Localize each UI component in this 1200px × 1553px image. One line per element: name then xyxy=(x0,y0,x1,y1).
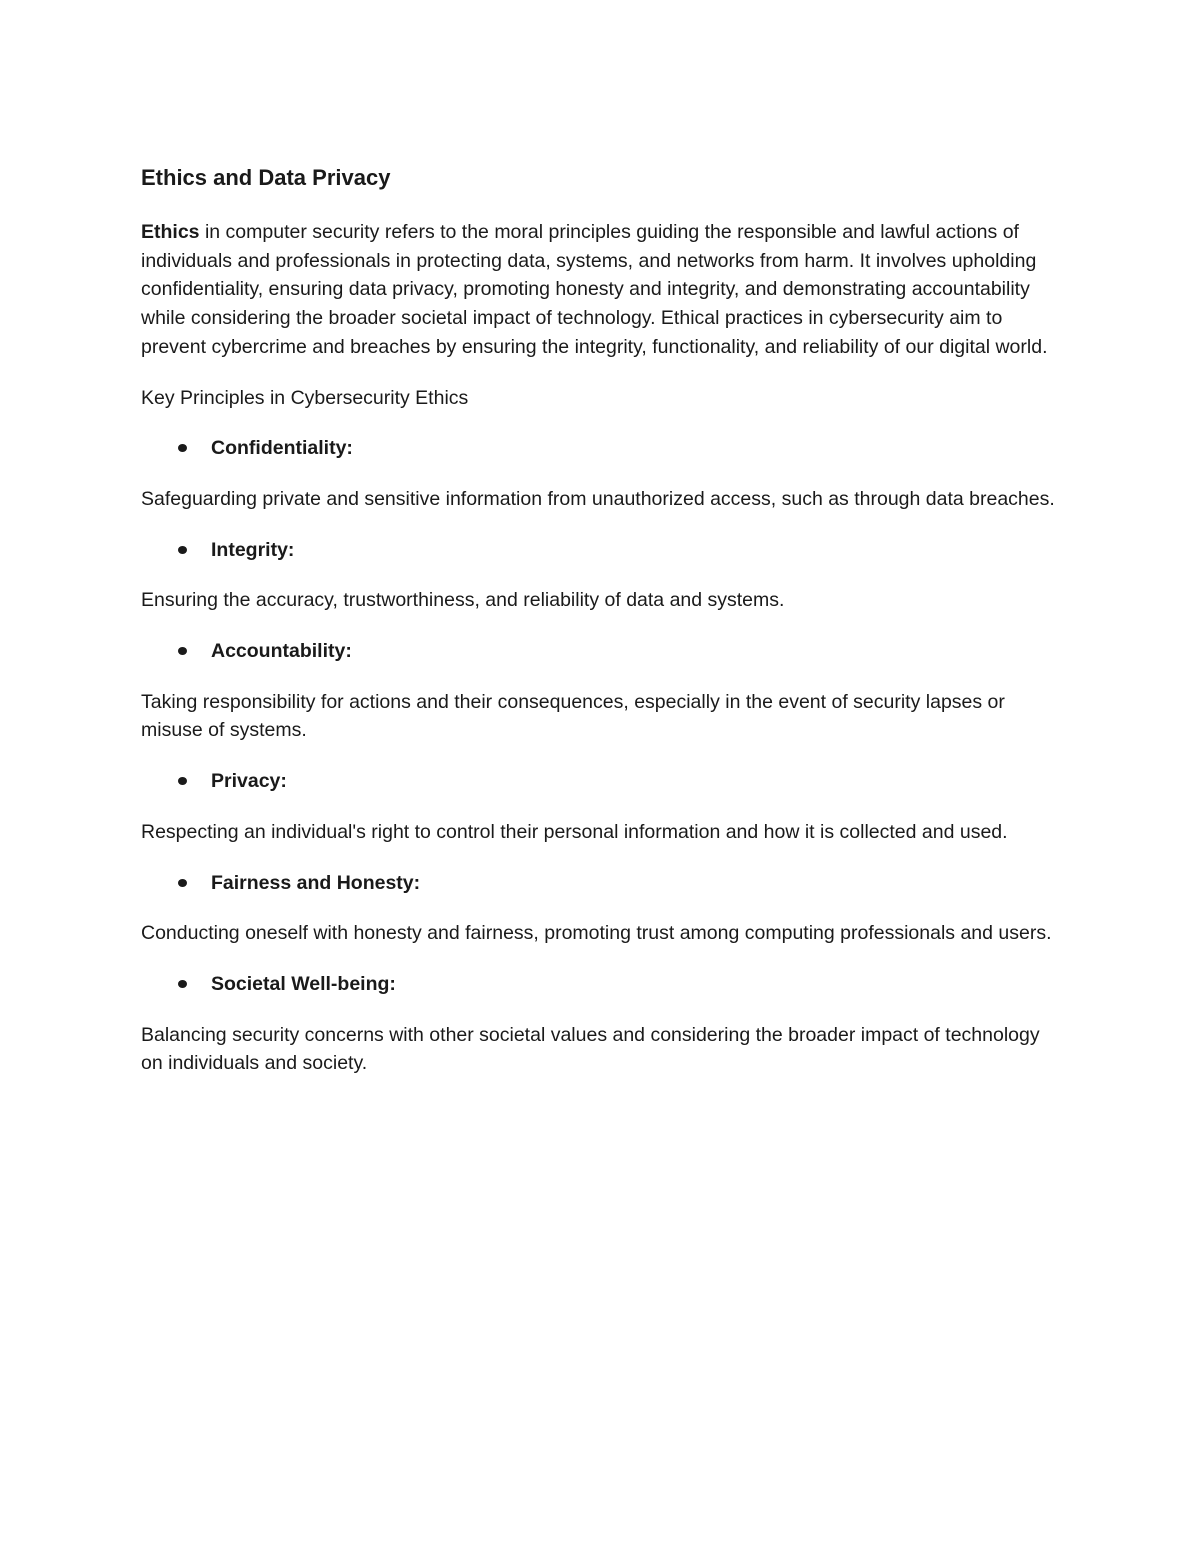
principle-item xyxy=(141,434,1056,463)
principle-item xyxy=(141,869,1056,898)
principle-description: Conducting oneself with honesty and fairness, promoting trust among computing professionals and users. xyxy=(141,922,1052,945)
principle-term: Fairness and Honesty: xyxy=(211,871,421,894)
principle-term: Confidentiality: xyxy=(211,437,353,460)
principle-term: Privacy: xyxy=(211,770,287,793)
principle-term: Integrity: xyxy=(211,538,295,561)
principle-item xyxy=(141,767,1056,796)
document-page xyxy=(141,163,1056,1100)
bullet-icon xyxy=(178,444,187,452)
principle-description: Respecting an individual's right to control their personal information and how it is collected and used. xyxy=(141,820,1008,843)
principle-item xyxy=(141,970,1056,999)
document-title: Ethics and Data Privacy xyxy=(141,165,391,190)
bullet-icon xyxy=(178,980,187,988)
bullet-icon xyxy=(178,647,187,655)
intro-bold-term: Ethics xyxy=(141,221,200,243)
bullet-icon xyxy=(178,546,187,554)
principle-term: Accountability: xyxy=(211,640,352,663)
bullet-icon xyxy=(178,777,187,785)
section-heading: Key Principles in Cybersecurity Ethics xyxy=(141,386,469,409)
principle-item xyxy=(141,637,1056,666)
principle-item xyxy=(141,536,1056,565)
principle-description: Balancing security concerns with other societal values and considering the broader impact of technology on individuals and society. xyxy=(141,1023,1040,1075)
intro-text: in computer security refers to the moral principles guiding the responsible and lawful actions of individuals and professionals in protecting data, systems, and networks from harm. It involves upholding confidentiality, ensuring data privacy, promoting honesty and integrity, and demonstrating accountability while considering the broader societal impact of technology. Ethical practices in cybersecurity aim to prevent cybercrime and breaches by ensuring the integrity, functionality, and reliability of our digital world. xyxy=(141,221,1048,358)
principle-description: Taking responsibility for actions and their consequences, especially in the event of security lapses or misuse of systems. xyxy=(141,690,1005,742)
intro-paragraph xyxy=(141,218,1056,362)
bullet-icon xyxy=(178,879,187,887)
principle-description: Safeguarding private and sensitive information from unauthorized access, such as through data breaches. xyxy=(141,487,1055,510)
principle-description: Ensuring the accuracy, trustworthiness, and reliability of data and systems. xyxy=(141,589,785,612)
principle-term: Societal Well-being: xyxy=(211,972,396,995)
